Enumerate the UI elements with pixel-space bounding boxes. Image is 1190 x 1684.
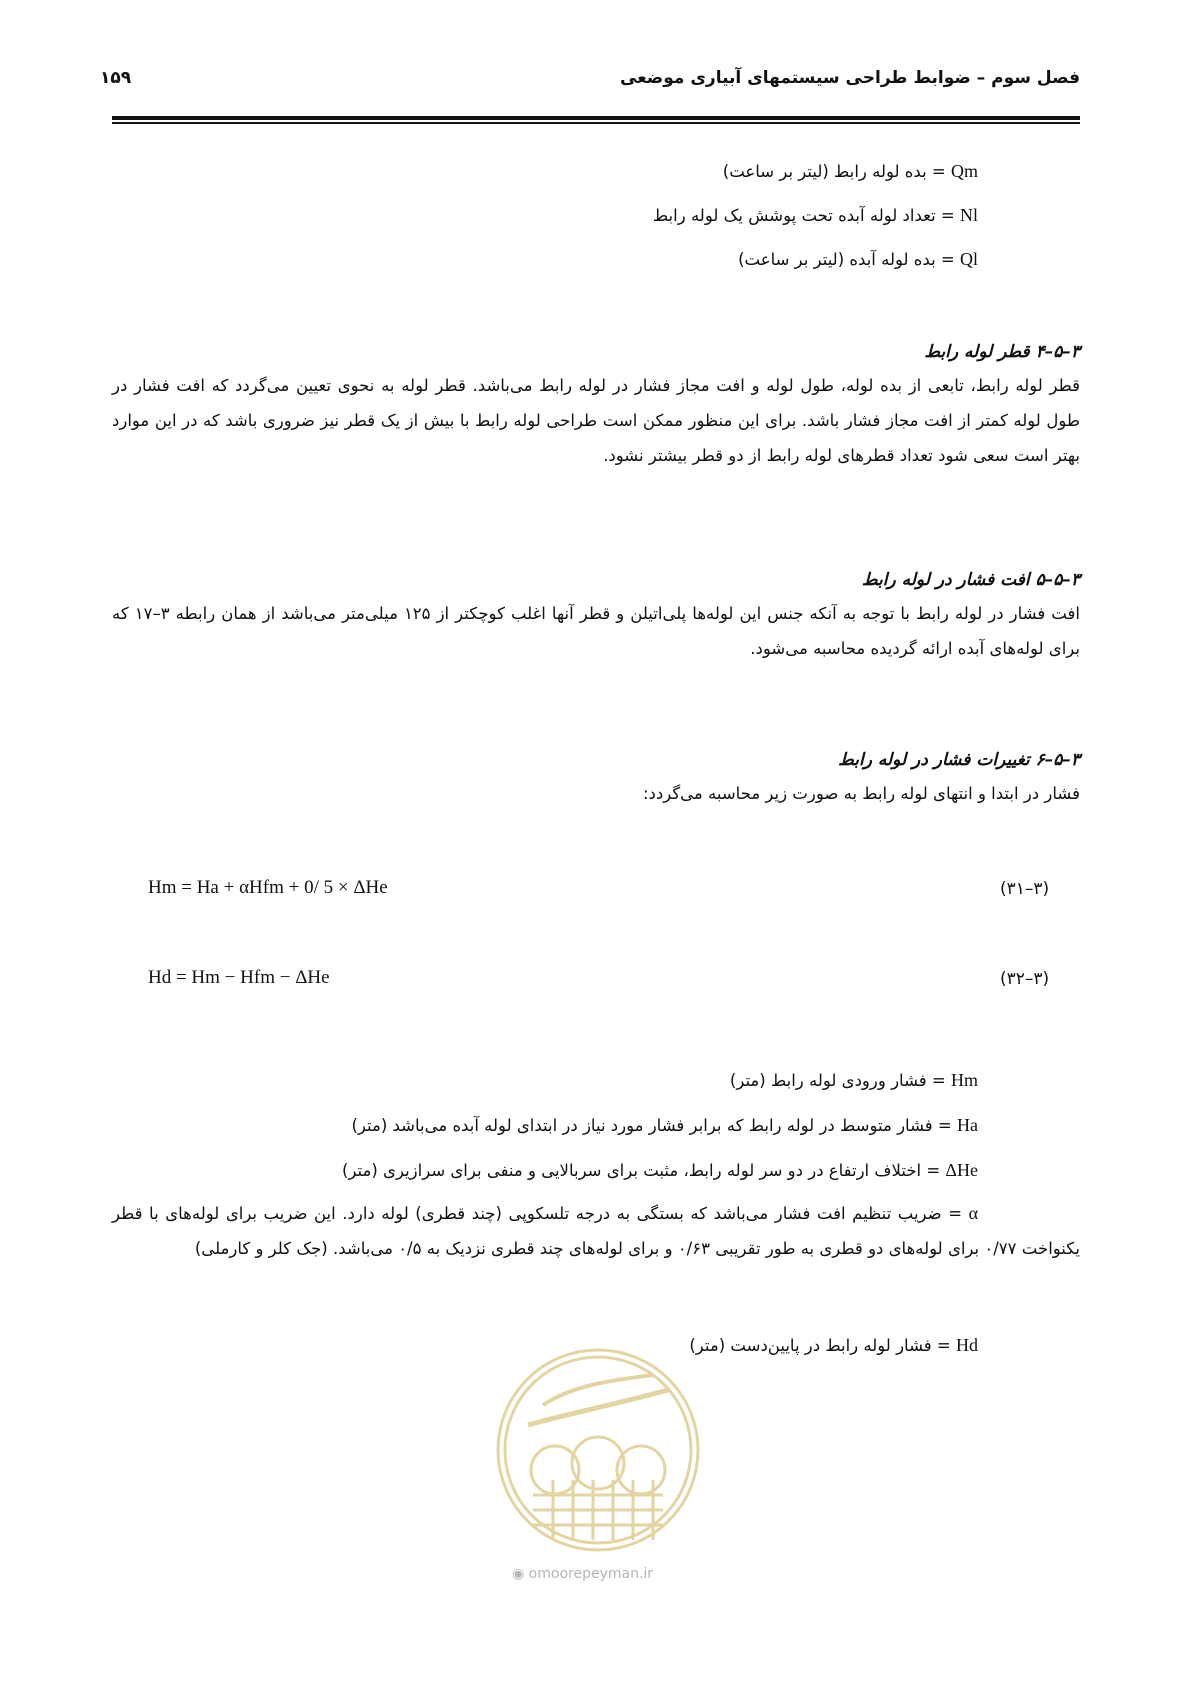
equation-31: Hm = Ha + αHfm + 0/ 5 × ΔHe — [148, 877, 388, 898]
page-number: ۱۵۹ — [100, 68, 132, 88]
definition-ha: Ha = فشار متوسط در لوله رابط که برابر فشار مورد نیاز در ابتدای لوله آبده می‌باشد (متر) — [351, 1115, 978, 1135]
definition-ql: Ql = بده لوله آبده (لیتر بر ساعت) — [738, 249, 978, 269]
definition-alpha: α = ضریب تنظیم افت فشار می‌باشد که بستگی به درجه تلسکوپی (چند قطری) لوله دارد. این ضریب برای لوله‌های با قطر یکنواخت ۰/۷۷ برای لوله‌های دو قطری به طور تقریبی ۰/۶۳ و برای لوله‌های چند قطری نزدیک به ۰/۵ می‌باشد. (جک کلر و کارملی) — [112, 1203, 1080, 1258]
definition-hm: Hm = فشار ورودی لوله رابط (متر) — [729, 1070, 978, 1090]
equation-number-32: (۳۲–۳) — [1000, 969, 1050, 989]
section-body-pressure-variation: فشار در ابتدا و انتهای لوله رابط به صورت زیر محاسبه می‌گردد: — [642, 784, 1080, 803]
section-heading-pressure-loss: ۳–۵–۵ افت فشار در لوله رابط — [861, 570, 1080, 590]
equation-number-31: (۳۱–۳) — [1000, 879, 1050, 899]
definition-nl: Nl = تعداد لوله آبده تحت پوشش یک لوله رابط — [652, 205, 978, 225]
section-body-pipe-diameter: قطر لوله رابط، تابعی از بده لوله، طول لوله و افت مجاز فشار در لوله رابط می‌باشد. قطر لوله به نحوی تعیین می‌گردد که افت فشار در طول لوله کمتر از افت مجاز فشار باشد. برای این منظور ممکن است طراحی لوله رابط با بیش از یک قطر نیز ضروری باشد که در این موارد بهتر است سعی شود تعداد قطرهای لوله رابط از دو قطر بیشتر نشود. — [112, 376, 1080, 465]
equation-32: Hd = Hm − Hfm − ΔHe — [148, 967, 330, 988]
chapter-title: فصل سوم – ضوابط طراحی سیستمهای آبیاری موضعی — [620, 68, 1080, 88]
watermark-seal-logo — [493, 1345, 703, 1555]
definition-delta-he: ΔHe = اختلاف ارتفاع در دو سر لوله رابط، مثبت برای سربالایی و منفی برای سرازیری (متر) — [342, 1160, 978, 1180]
watermark-url: ◉ omoorepeyman.ir — [512, 1566, 654, 1582]
header-rule-thick — [112, 116, 1080, 120]
section-body-pressure-loss: افت فشار در لوله رابط با توجه به آنکه جنس این لوله‌ها پلی‌اتیلن و قطر آنها اغلب کوچکتر از ۱۲۵ میلی‌متر می‌باشد از همان رابطه ۳–۱۷ که برای لوله‌های آبده ارائه گردیده محاسبه می‌شود. — [112, 604, 1080, 658]
section-heading-pressure-variation: ۳–۵–۶ تغییرات فشار در لوله رابط — [838, 750, 1080, 770]
section-heading-pipe-diameter: ۳–۵–۴ قطر لوله رابط — [924, 342, 1080, 362]
definition-qm: Qm = بده لوله رابط (لیتر بر ساعت) — [722, 161, 978, 181]
header-rule-thin — [112, 122, 1080, 124]
definition-hd: Hd = فشار لوله رابط در پایین‌دست (متر) — [689, 1335, 978, 1355]
